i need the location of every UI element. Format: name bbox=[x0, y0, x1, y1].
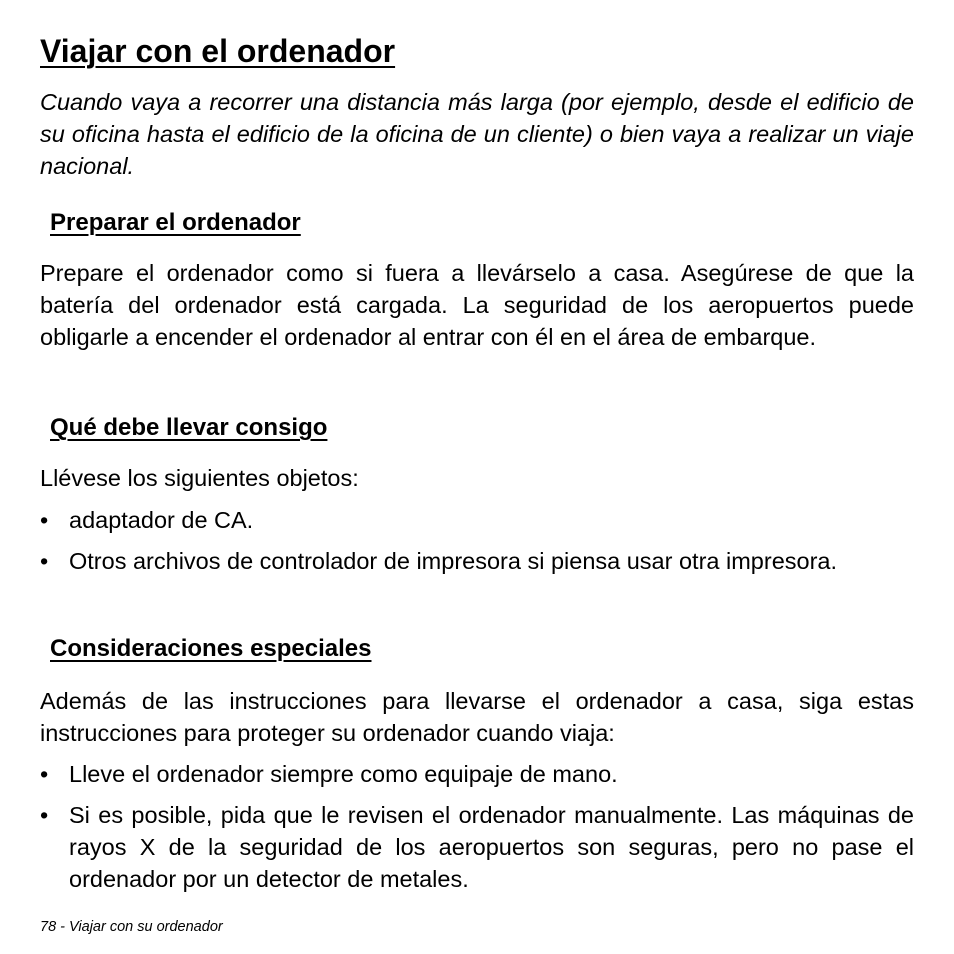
list-item-text: Lleve el ordenador siempre como equipaje de mano. bbox=[69, 761, 618, 787]
bullet-icon: • bbox=[40, 548, 49, 574]
list-item bbox=[40, 504, 914, 536]
list-item-text: Si es posible, pida que le revisen el ordenador manualmente. Las máquinas de rayos X de la seguridad de los aeropuertos son seguras, pero no pase el ordenador por un detector de metales. bbox=[69, 802, 914, 892]
list-item bbox=[40, 545, 914, 577]
page-title: Viajar con el ordenador bbox=[40, 33, 396, 69]
list-item-text: adaptador de CA. bbox=[69, 507, 254, 533]
page-footer: 78 - Viajar con su ordenador bbox=[40, 919, 223, 935]
section-heading-consideraciones: Consideraciones especiales bbox=[50, 635, 372, 662]
section-paragraph-consideraciones: Además de las instrucciones para llevarse el ordenador a casa, siga estas instrucciones para proteger su ordenador cuando viaja: bbox=[40, 688, 914, 746]
section-heading-preparar: Preparar el ordenador bbox=[50, 209, 301, 236]
section-paragraph-preparar: Prepare el ordenador como si fuera a llevárselo a casa. Asegúrese de que la batería del ordenador está cargada. La seguridad de los aeropuertos puede obligarle a encender el ordenador al entrar con él en el área de embarque. bbox=[40, 260, 914, 350]
bullet-icon: • bbox=[40, 507, 49, 533]
intro-paragraph: Cuando vaya a recorrer una distancia más larga (por ejemplo, desde el edificio de su oficina hasta el edificio de la oficina de un cliente) o bien vaya a realizar un viaje nacional. bbox=[40, 89, 914, 179]
list-item bbox=[40, 758, 914, 790]
bullet-icon: • bbox=[40, 802, 49, 828]
bullet-icon: • bbox=[40, 761, 49, 787]
section-heading-llevar: Qué debe llevar consigo bbox=[50, 414, 328, 441]
list-item-text: Otros archivos de controlador de impresora si piensa usar otra impresora. bbox=[69, 548, 838, 574]
list-item bbox=[40, 799, 914, 895]
section-paragraph-llevar: Llévese los siguientes objetos: bbox=[40, 465, 359, 491]
